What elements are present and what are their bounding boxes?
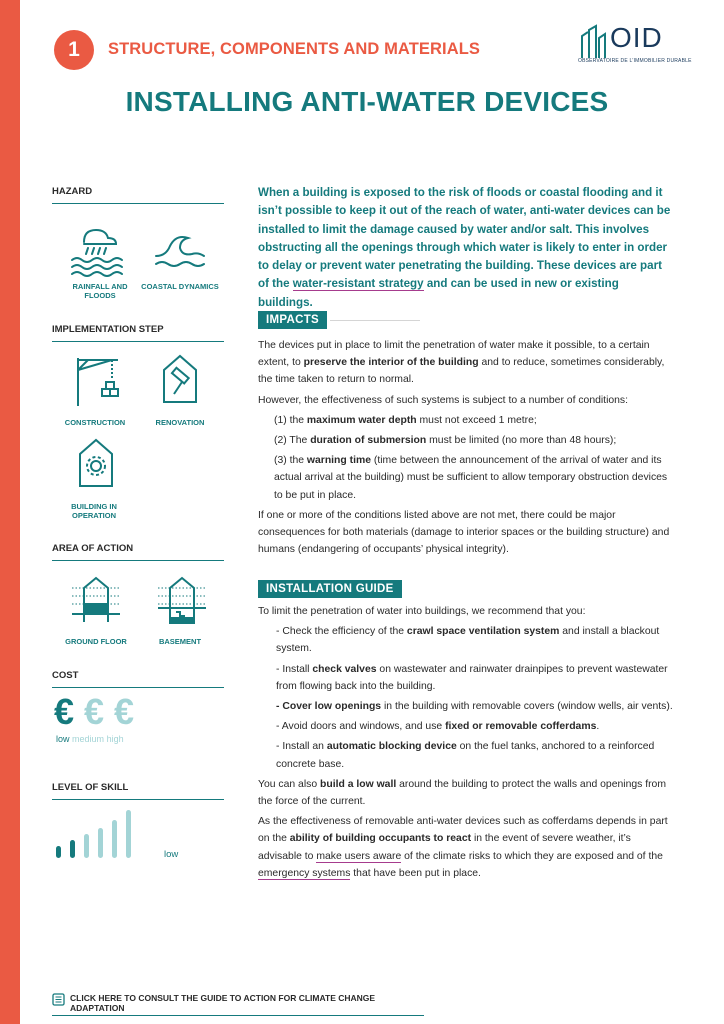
installation-guide-badge: INSTALLATION GUIDE: [258, 580, 402, 598]
hazard-label-coastal: COASTAL DYNAMICS: [141, 282, 219, 291]
intro-paragraph: [258, 184, 674, 312]
guide-item-5: - Install an automatic blocking device on the fuel tanks, anchored to a reinforced concrete base.: [276, 741, 655, 770]
area-label-ground-floor: GROUND FLOOR: [65, 637, 127, 646]
implementation-label-renovation: RENOVATION: [155, 418, 205, 427]
cost-level-medium: medium: [72, 734, 105, 744]
paint-roller-house-icon: [160, 352, 200, 404]
logo-text: OID: [610, 22, 663, 53]
hazard-heading: HAZARD: [52, 186, 224, 204]
skill-bar: [112, 820, 117, 858]
gear-house-icon: [76, 436, 116, 488]
section-number-badge: 1: [54, 30, 94, 70]
page-title: INSTALLING ANTI-WATER DEVICES: [125, 86, 609, 117]
rain-flood-icon: [66, 222, 126, 278]
ground-floor-icon: [70, 574, 122, 624]
skill-heading: LEVEL OF SKILL: [52, 782, 224, 800]
cost-levels: [56, 734, 124, 744]
guide-link[interactable]: CLICK HERE TO CONSULT THE GUIDE TO ACTION FOR CLIMATE CHANGE ADAPTATION: [52, 993, 424, 1016]
skill-bar: [56, 846, 61, 858]
skill-bar: [70, 840, 75, 858]
make-users-aware-link[interactable]: make users aware: [316, 850, 402, 862]
area-label-basement: BASEMENT: [158, 637, 202, 646]
basement-icon: [156, 574, 208, 624]
impacts-p3: If one or more of the conditions listed above are not met, there could be major consequences for both materials (damage to interior spaces or the building structure) and humans (endangering of occupants’ physical integrity).: [258, 509, 670, 556]
hazard-label-rainfall: RAINFALL AND FLOODS: [72, 282, 128, 300]
impacts-p1: The devices put in place to limit the penetration of water make it possible, to a certain extent, to preserve the interior of the building and to reduce, sometimes considerably, the time taken to return to normal.: [258, 340, 665, 386]
cost-symbol-high: €: [114, 691, 135, 732]
impacts-badge: IMPACTS: [258, 311, 327, 329]
cost-symbol-low: €: [54, 691, 75, 732]
guide-item-4: - Avoid doors and windows, and use fixed or removable cofferdams.: [276, 721, 600, 733]
impacts-condition-1: (1) the maximum water depth must not exceed 1 metre;: [274, 414, 537, 426]
crane-icon: [72, 354, 124, 408]
impacts-condition-3: (3) the warning time (time between the announcement of the arrival of water and its actual arrival at the building) must be sufficient to allow temporary obstruction devices to be put in place.: [274, 455, 668, 501]
section-title: STRUCTURE, COMPONENTS AND MATERIALS: [108, 40, 480, 58]
guide-p2: As the effectiveness of removable anti-water devices such as cofferdams depends in part on the ability of building occupants to react in the event of severe weather, it’s advisable to make users aware of the climate risks to which they are exposed and of the emergency systems that have been put in place.: [258, 816, 668, 879]
left-accent-bar: [0, 0, 20, 1024]
impacts-body: [258, 337, 676, 561]
skill-bar: [84, 834, 89, 858]
guide-item-2: - Install check valves on wastewater and rainwater drainpipes to prevent wastewater from flowing back into the building.: [276, 663, 668, 692]
skill-bars: [54, 808, 138, 860]
impacts-p2: However, the effectiveness of such systems is subject to a number of conditions:: [258, 394, 629, 406]
cost-level-low: low: [56, 734, 70, 744]
wave-icon: [152, 232, 208, 268]
guide-body: [258, 603, 676, 885]
guide-intro: To limit the penetration of water into buildings, we recommend that you:: [258, 606, 586, 617]
area-heading: AREA OF ACTION: [52, 543, 224, 561]
skill-value: low: [164, 849, 179, 860]
cost-level-high: high: [106, 734, 124, 744]
emergency-systems-link[interactable]: emergency systems: [258, 867, 351, 879]
cost-symbol-medium: €: [84, 691, 105, 732]
logo-subtitle: OBSERVATOIRE DE L'IMMOBILIER DURABLE: [578, 58, 692, 64]
water-resistant-strategy-link[interactable]: water-resistant strategy: [292, 277, 424, 291]
skill-bar: [98, 828, 103, 858]
intro-text: When a building is exposed to the risk of floods or coastal flooding and it isn’t possible to keep it out of the reach of water, anti-water devices can be installed to limit the damage caused by water and/or salt. This involves obstructing all the openings through which water is likely to enter in order to delay or prevent water penetrating the building. These devices are part of the: [258, 186, 671, 291]
intro-text-end: and can be used in new or existing buildings.: [258, 277, 619, 309]
skill-bar: [126, 810, 131, 858]
implementation-label-construction: CONSTRUCTION: [64, 418, 126, 427]
guide-p1: You can also build a low wall around the building to protect the walls and openings from the force of the current.: [258, 778, 666, 808]
guide-item-1: - Check the efficiency of the crawl space ventilation system and install a blackout system.: [276, 626, 660, 655]
implementation-label-operation: BUILDING IN OPERATION: [71, 502, 117, 520]
implementation-heading: IMPLEMENTATION STEP: [52, 324, 224, 342]
guide-item-3: - Cover low openings in the building with removable covers (window wells, air vents).: [276, 701, 673, 713]
cost-heading: COST: [52, 670, 224, 688]
impacts-rule: [330, 320, 420, 321]
impacts-condition-2: (2) The duration of submersion must be limited (no more than 48 hours);: [274, 435, 617, 447]
